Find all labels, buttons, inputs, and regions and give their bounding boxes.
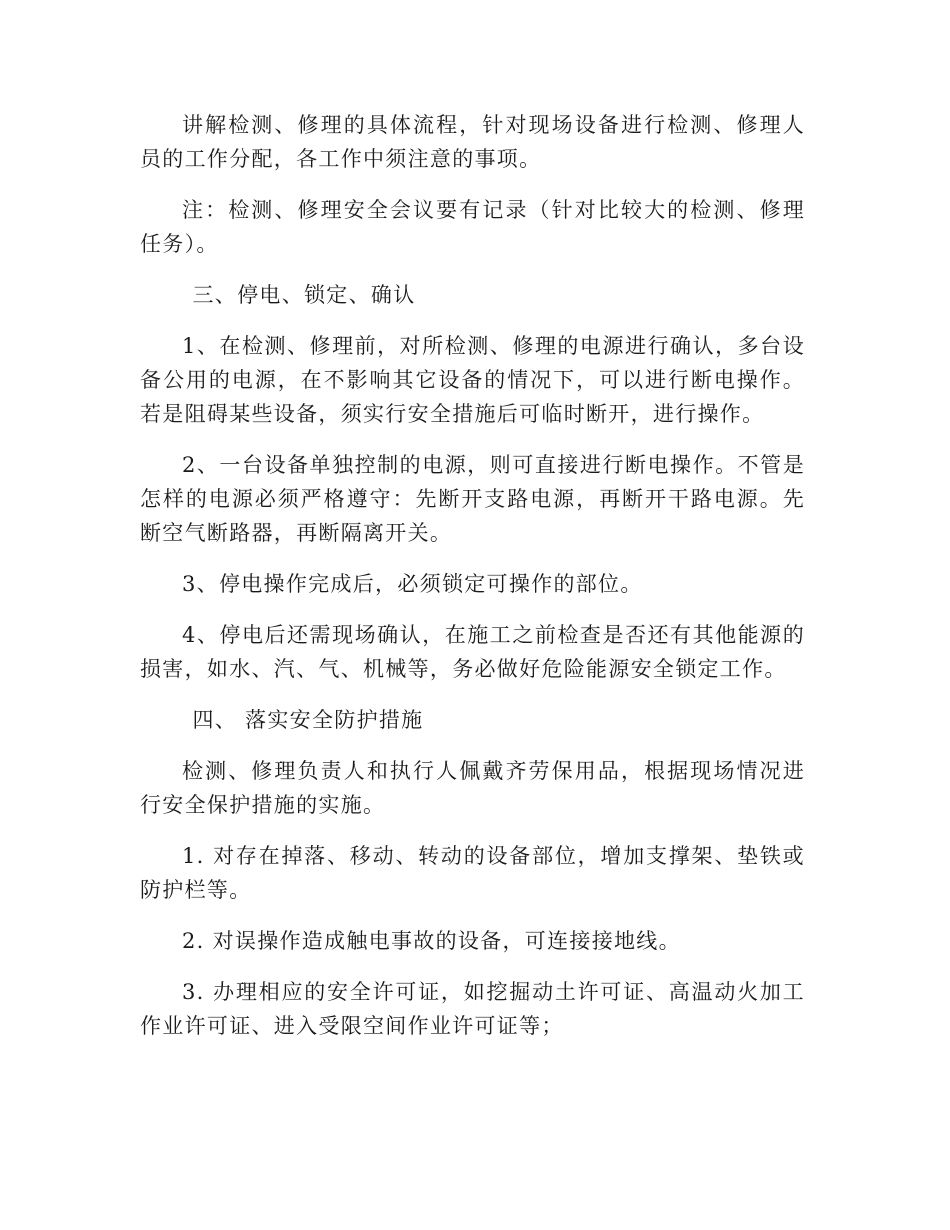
paragraph-step-3: 3、停电操作完成后，必须锁定可操作的部位。 bbox=[182, 572, 643, 596]
section-heading-safety-measures: 四、 落实安全防护措施 bbox=[192, 708, 424, 732]
document-body bbox=[140, 108, 805, 1060]
paragraph-protective-gear: 检测、修理负责人和执行人佩戴齐劳保用品，根据现场情况进行安全保护措施的实施。 bbox=[140, 759, 805, 817]
paragraph-step-2: 2、一台设备单独控制的电源，则可直接进行断电操作。不管是怎样的电源必须严格遵守：先断开支路电源，再断开干路电源。先断空气断路器，再断隔离开关。 bbox=[140, 453, 805, 545]
section-heading-power-off: 三、停电、锁定、确认 bbox=[192, 283, 416, 307]
paragraph-meeting-note: 注：检测、修理安全会议要有记录（针对比较大的检测、修理任务）。 bbox=[140, 198, 805, 256]
paragraph-measure-3: 3. 办理相应的安全许可证，如挖掘动土许可证、高温动火加工作业许可证、进入受限空间作业许可证等； bbox=[140, 980, 805, 1038]
paragraph-step-4: 4、停电后还需现场确认，在施工之前检查是否还有其他能源的损害，如水、汽、气、机械等，务必做好危险能源安全锁定工作。 bbox=[140, 623, 805, 681]
paragraph-repair-process: 讲解检测、修理的具体流程，针对现场设备进行检测、修理人员的工作分配，各工作中须注意的事项。 bbox=[140, 113, 805, 171]
paragraph-step-1: 1、在检测、修理前，对所检测、修理的电源进行确认，多台设备公用的电源，在不影响其它设备的情况下，可以进行断电操作。若是阻碍某些设备，须实行安全措施后可临时断开，进行操作。 bbox=[140, 334, 805, 426]
paragraph-measure-2: 2. 对误操作造成触电事故的设备，可连接接地线。 bbox=[182, 929, 681, 953]
paragraph-measure-1: 1. 对存在掉落、移动、转动的设备部位，增加支撑架、垫铁或防护栏等。 bbox=[140, 844, 805, 902]
